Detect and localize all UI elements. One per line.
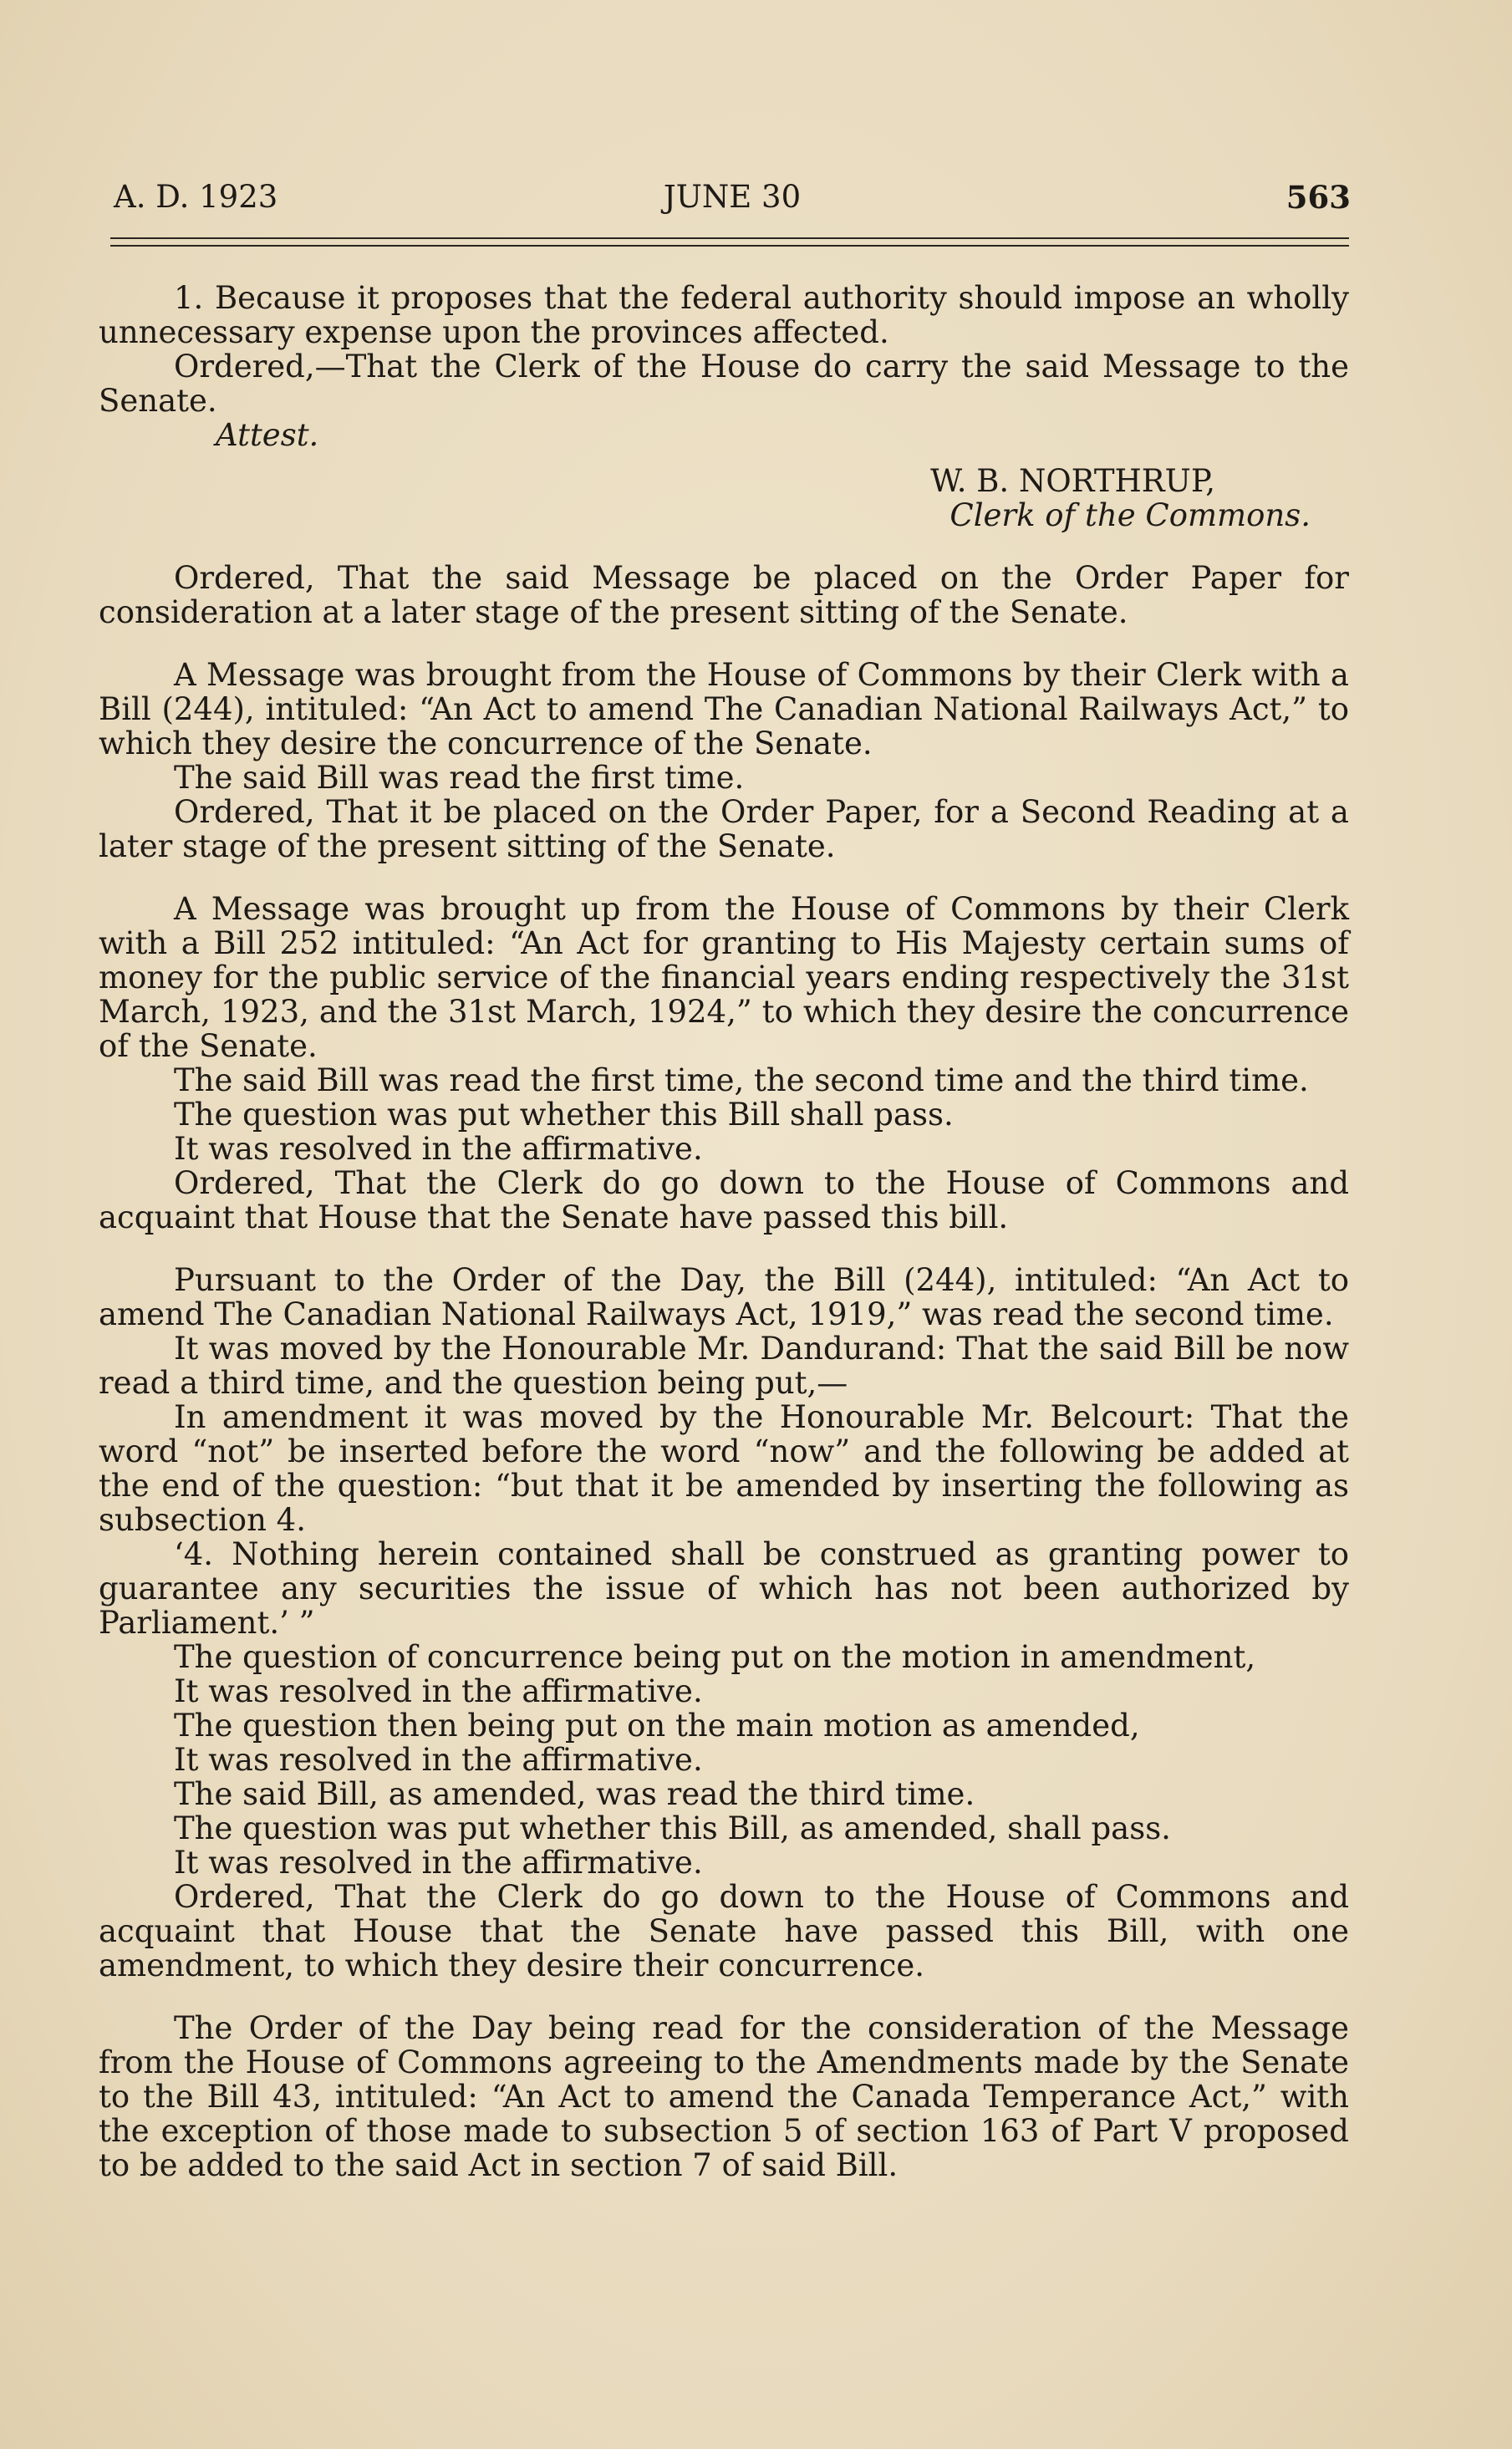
paragraph: The question of concurrence being put on the motion in amendment, bbox=[174, 1639, 1256, 1675]
paragraph: It was resolved in the affirmative. bbox=[174, 1673, 703, 1709]
paragraph: Ordered,—That the Clerk of the House do carry the said Message to the Senate. bbox=[99, 349, 1349, 419]
signature-title: Clerk of the Commons. bbox=[949, 497, 1311, 533]
paragraph: The said Bill was read the first time. bbox=[174, 760, 745, 796]
attest-label: Attest. bbox=[216, 417, 319, 453]
paragraph: The question then being put on the main motion as amended, bbox=[174, 1708, 1140, 1744]
header-rule-top bbox=[110, 237, 1349, 239]
paragraph: It was resolved in the affirmative. bbox=[174, 1845, 703, 1881]
paragraph: A Message was brought up from the House of Commons by their Clerk with a Bill 252 intituled: “An Act for granting to His Majesty certain sums of money for the public service of the financial years ending respectively the 31st March, 1923, and the 31st March, 1924,” to which they desire the concurrence of the Senate. bbox=[99, 891, 1349, 1064]
paragraph: It was moved by the Honourable Mr. Dandurand: That the said Bill be now read a third time, and the question being put,— bbox=[99, 1331, 1349, 1401]
page-body bbox=[99, 281, 1349, 2182]
paragraph: The Order of the Day being read for the consideration of the Message from the House of Commons agreeing to the Amendments made by the Senate to the Bill 43, intituled: “An Act to amend the Canada Temperance Act,” with the exception of those made to subsection 5 of section 163 of Part V proposed to be added to the said Act in section 7 of said Bill. bbox=[99, 2010, 1349, 2183]
paragraph: In amendment it was moved by the Honourable Mr. Belcourt: That the word “not” be inserted before the word “now” and the following be added at the end of the question: “but that it be amended by inserting the following as subsection 4. bbox=[99, 1399, 1349, 1538]
paragraph: Ordered, That the Clerk do go down to the House of Commons and acquaint that House that the Senate have passed this bill. bbox=[99, 1165, 1349, 1235]
signature-name: W. B. NORTHRUP, bbox=[930, 463, 1215, 499]
paragraph: A Message was brought from the House of Commons by their Clerk with a Bill (244), intituled: “An Act to amend The Canadian National Railways Act,” to which they desire the concurrence of the Senate. bbox=[99, 657, 1349, 761]
paragraph: The said Bill, as amended, was read the third time. bbox=[174, 1776, 975, 1812]
paragraph: ‘4. Nothing herein contained shall be construed as granting power to guarantee any securities the issue of which has not been authorized by Parliament.’ ” bbox=[99, 1536, 1349, 1641]
paragraph: It was resolved in the affirmative. bbox=[174, 1742, 703, 1778]
paragraph: 1. Because it proposes that the federal authority should impose an wholly unnecessary expense upon the provinces affected. bbox=[99, 280, 1349, 350]
paragraph: Ordered, That the said Message be placed on the Order Paper for consideration at a later stage of the present sitting of the Senate. bbox=[99, 560, 1349, 630]
page-number: 563 bbox=[1285, 179, 1351, 216]
page-header bbox=[114, 179, 1351, 229]
paragraph: The question was put whether this Bill shall pass. bbox=[174, 1097, 954, 1133]
header-rule-bottom bbox=[110, 245, 1349, 247]
header-date: JUNE 30 bbox=[663, 179, 802, 215]
paragraph: Ordered, That the Clerk do go down to the House of Commons and acquaint that House that the Senate have passed this Bill, with one amendment, to which they desire their concurrence. bbox=[99, 1879, 1349, 1983]
paragraph: It was resolved in the affirmative. bbox=[174, 1131, 703, 1167]
header-year: A. D. 1923 bbox=[114, 179, 278, 215]
paragraph: The question was put whether this Bill, as amended, shall pass. bbox=[174, 1810, 1171, 1846]
paragraph: Ordered, That it be placed on the Order Paper, for a Second Reading at a later stage of the present sitting of the Senate. bbox=[99, 794, 1349, 864]
paragraph: The said Bill was read the first time, the second time and the third time. bbox=[174, 1062, 1309, 1098]
paragraph: Pursuant to the Order of the Day, the Bill (244), intituled: “An Act to amend The Canadian National Railways Act, 1919,” was read the second time. bbox=[99, 1262, 1349, 1332]
